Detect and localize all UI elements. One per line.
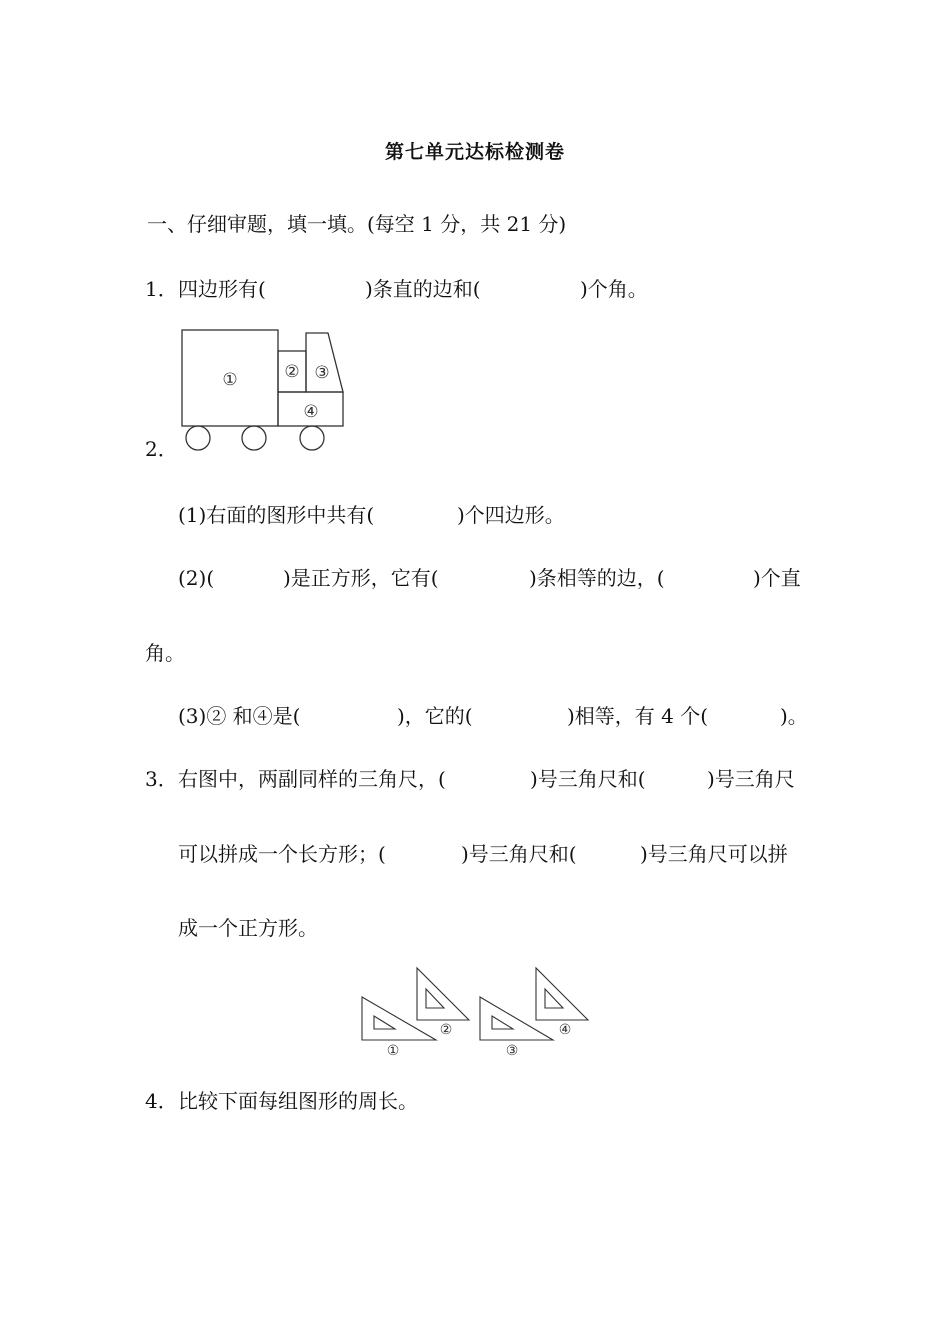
set-square-label-1: ①	[386, 1043, 400, 1059]
text-segment: )条相等的边，(	[529, 566, 665, 590]
figure-label-1: ①	[222, 370, 238, 390]
text-segment: )条直的边和(	[365, 277, 481, 301]
text-segment: )相等，有 4 个(	[567, 704, 709, 728]
text-segment: )个四边形。	[457, 503, 565, 527]
figure-label-2: ②	[284, 362, 300, 382]
figure-label-4: ④	[303, 402, 319, 422]
figure-label-3: ③	[314, 363, 330, 383]
text-segment: )号三角尺	[707, 767, 795, 791]
text-segment: (3)② 和④是(	[178, 704, 301, 728]
text-segment: 可以拼成一个长方形；(	[178, 842, 386, 866]
question-number: 4．	[145, 1089, 178, 1113]
set-square-label-4: ④	[558, 1022, 572, 1038]
text-segment: )个角。	[580, 277, 648, 301]
text-segment: 比较下面每组图形的周长。	[178, 1089, 418, 1113]
text-segment: )号三角尺可以拼	[640, 842, 788, 866]
text-segment: 角。	[145, 641, 185, 665]
text-segment: (1)右面的图形中共有(	[178, 503, 375, 527]
question-number: 2．	[145, 437, 178, 461]
text-segment: 右图中，两副同样的三角尺，(	[178, 767, 446, 791]
question-number: 1．	[145, 277, 178, 301]
set-square-label-2: ②	[439, 1022, 453, 1038]
text-segment: 四边形有(	[178, 277, 266, 301]
text-segment: (2)(	[178, 566, 215, 590]
text-segment: )，它的(	[397, 704, 473, 728]
text-segment: )号三角尺和(	[461, 842, 577, 866]
text-segment: )。	[780, 704, 808, 728]
question-number: 3．	[145, 767, 178, 791]
page-title: 第七单元达标检测卷	[384, 141, 565, 163]
section-heading: 一、仔细审题，填一填。(每空 1 分，共 21 分)	[147, 212, 567, 236]
text-segment: )号三角尺和(	[530, 767, 646, 791]
set-squares-figure	[355, 960, 600, 1060]
text-segment: 成一个正方形。	[178, 916, 318, 940]
truck-figure	[175, 325, 355, 455]
text-segment: )是正方形，它有(	[283, 566, 439, 590]
text-segment: )个直	[753, 566, 801, 590]
set-square-label-3: ③	[505, 1043, 519, 1059]
